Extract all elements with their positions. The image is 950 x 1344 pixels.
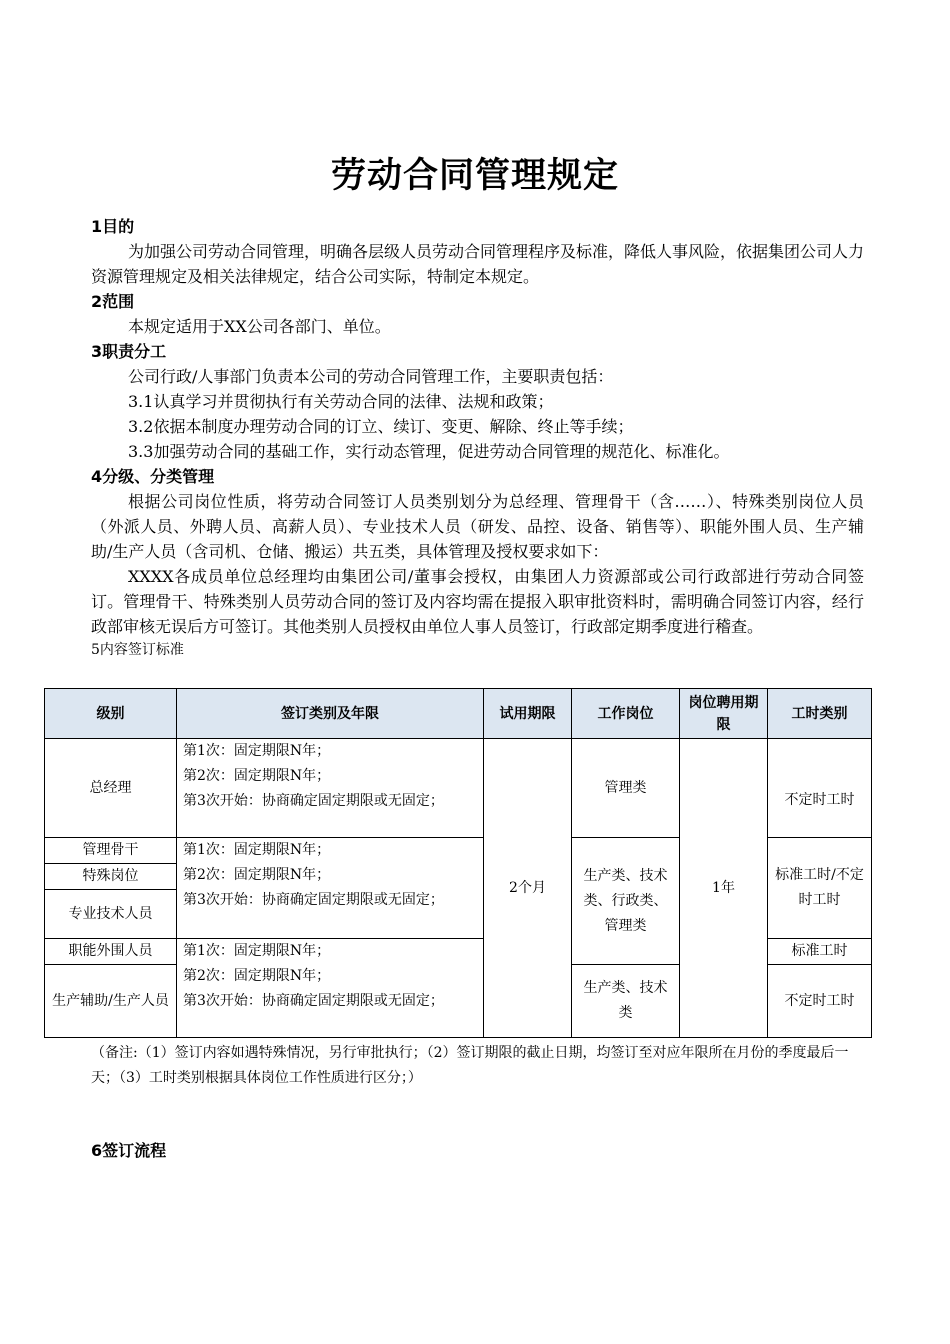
table-note: （备注:（1）签订内容如遇特殊情况，另行审批执行；（2）签订期限的截止日期，均签订至对应年限所在月份的季度最后一天；（3）工时类别根据具体岗位工作性质进行区分；） bbox=[91, 1045, 849, 1086]
level-cell: 总经理 bbox=[45, 739, 177, 838]
section-3-paragraph: 公司行政/人事部门负责本公司的劳动合同管理工作，主要职责包括： bbox=[128, 367, 614, 386]
section-4-paragraph-1: 根据公司岗位性质，将劳动合同签订人员类别划分为总经理、管理骨干（含……）、特殊类别岗位人员（外派人员、外聘人员、高薪人员）、专业技术人员（研发、品控、设备、销售等）、职能外围人员、生产辅助/生产人员（含司机、仓储、搬运）共五类，具体管理及授权要求如下： bbox=[91, 492, 864, 561]
section-3-item-1: 3.1认真学习并贯彻执行有关劳动合同的法律、法规和政策； bbox=[128, 392, 554, 411]
sign-cell bbox=[177, 838, 484, 939]
sign-line: 第1次：固定期限N年； bbox=[183, 842, 331, 858]
section-3-heading: 3职责分工 bbox=[91, 342, 167, 361]
level-cell: 管理骨干 bbox=[45, 838, 177, 864]
header-hours: 工时类别 bbox=[768, 689, 872, 739]
sign-cell bbox=[177, 939, 484, 1038]
section-6-heading: 6签订流程 bbox=[91, 1141, 167, 1160]
section-4-heading: 4分级、分类管理 bbox=[91, 467, 215, 486]
header-sign-type: 签订类别及年限 bbox=[177, 689, 484, 739]
header-probation: 试用期限 bbox=[484, 689, 572, 739]
hours-cell: 不定时工时 bbox=[768, 739, 872, 838]
section-2-paragraph: 本规定适用于XX公司各部门、单位。 bbox=[128, 317, 391, 336]
level-cell: 职能外围人员 bbox=[45, 939, 177, 965]
hours-cell: 不定时工时 bbox=[768, 965, 872, 1038]
post-cell: 管理类 bbox=[572, 739, 680, 838]
section-2-heading: 2范围 bbox=[91, 292, 135, 311]
probation-cell: 2个月 bbox=[484, 739, 572, 1038]
header-term: 岗位聘用期限 bbox=[680, 689, 768, 739]
post-cell: 生产类、技术类、行政类、管理类 bbox=[572, 838, 680, 965]
term-cell: 1年 bbox=[680, 739, 768, 1038]
sign-line: 第1次：固定期限N年； bbox=[183, 943, 331, 959]
sign-line: 第3次开始：协商确定固定期限或无固定； bbox=[183, 892, 444, 908]
section-3-item-2: 3.2依据本制度办理劳动合同的订立、续订、变更、解除、终止等手续； bbox=[128, 417, 634, 436]
section-5-caption: 5内容签订标准 bbox=[91, 642, 184, 658]
sign-line: 第2次：固定期限N年； bbox=[183, 968, 331, 984]
sign-line: 第3次开始：协商确定固定期限或无固定； bbox=[183, 793, 444, 809]
section-1-paragraph: 为加强公司劳动合同管理，明确各层级人员劳动合同管理程序及标准，降低人事风险，依据集团公司人力资源管理规定及相关法律规定，结合公司实际，特制定本规定。 bbox=[91, 242, 865, 286]
level-cell: 生产辅助/生产人员 bbox=[45, 965, 177, 1038]
sign-line: 第3次开始：协商确定固定期限或无固定； bbox=[183, 993, 444, 1009]
level-cell: 特殊岗位 bbox=[45, 864, 177, 890]
section-1-heading: 1目的 bbox=[91, 217, 135, 236]
document-title: 劳动合同管理规定 bbox=[330, 156, 619, 196]
document-body bbox=[91, 214, 864, 661]
sign-line: 第1次：固定期限N年； bbox=[183, 743, 331, 759]
section-3-item-3: 3.3加强劳动合同的基础工作，实行动态管理，促进劳动合同管理的规范化、标准化。 bbox=[128, 442, 730, 461]
table-row bbox=[45, 739, 872, 838]
post-cell: 生产类、技术类 bbox=[572, 965, 680, 1038]
header-level: 级别 bbox=[45, 689, 177, 739]
contract-standard-table bbox=[44, 688, 872, 1038]
sign-cell bbox=[177, 739, 484, 838]
sign-line: 第2次：固定期限N年； bbox=[183, 867, 331, 883]
sign-line: 第2次：固定期限N年； bbox=[183, 768, 331, 784]
level-cell: 专业技术人员 bbox=[45, 890, 177, 939]
hours-cell: 标准工时 bbox=[768, 939, 872, 965]
table-header-row bbox=[45, 689, 872, 739]
section-4-paragraph-2: XXXX各成员单位总经理均由集团公司/董事会授权，由集团人力资源部或公司行政部进行劳动合同签订。管理骨干、特殊类别人员劳动合同的签订及内容均需在提报入职审批资料时，需明确合同签订内容，经行政部审核无误后方可签订。其他类别人员授权由单位人事人员签订，行政部定期季度进行稽查。 bbox=[91, 567, 864, 636]
hours-cell: 标准工时/不定时工时 bbox=[768, 838, 872, 939]
header-post: 工作岗位 bbox=[572, 689, 680, 739]
